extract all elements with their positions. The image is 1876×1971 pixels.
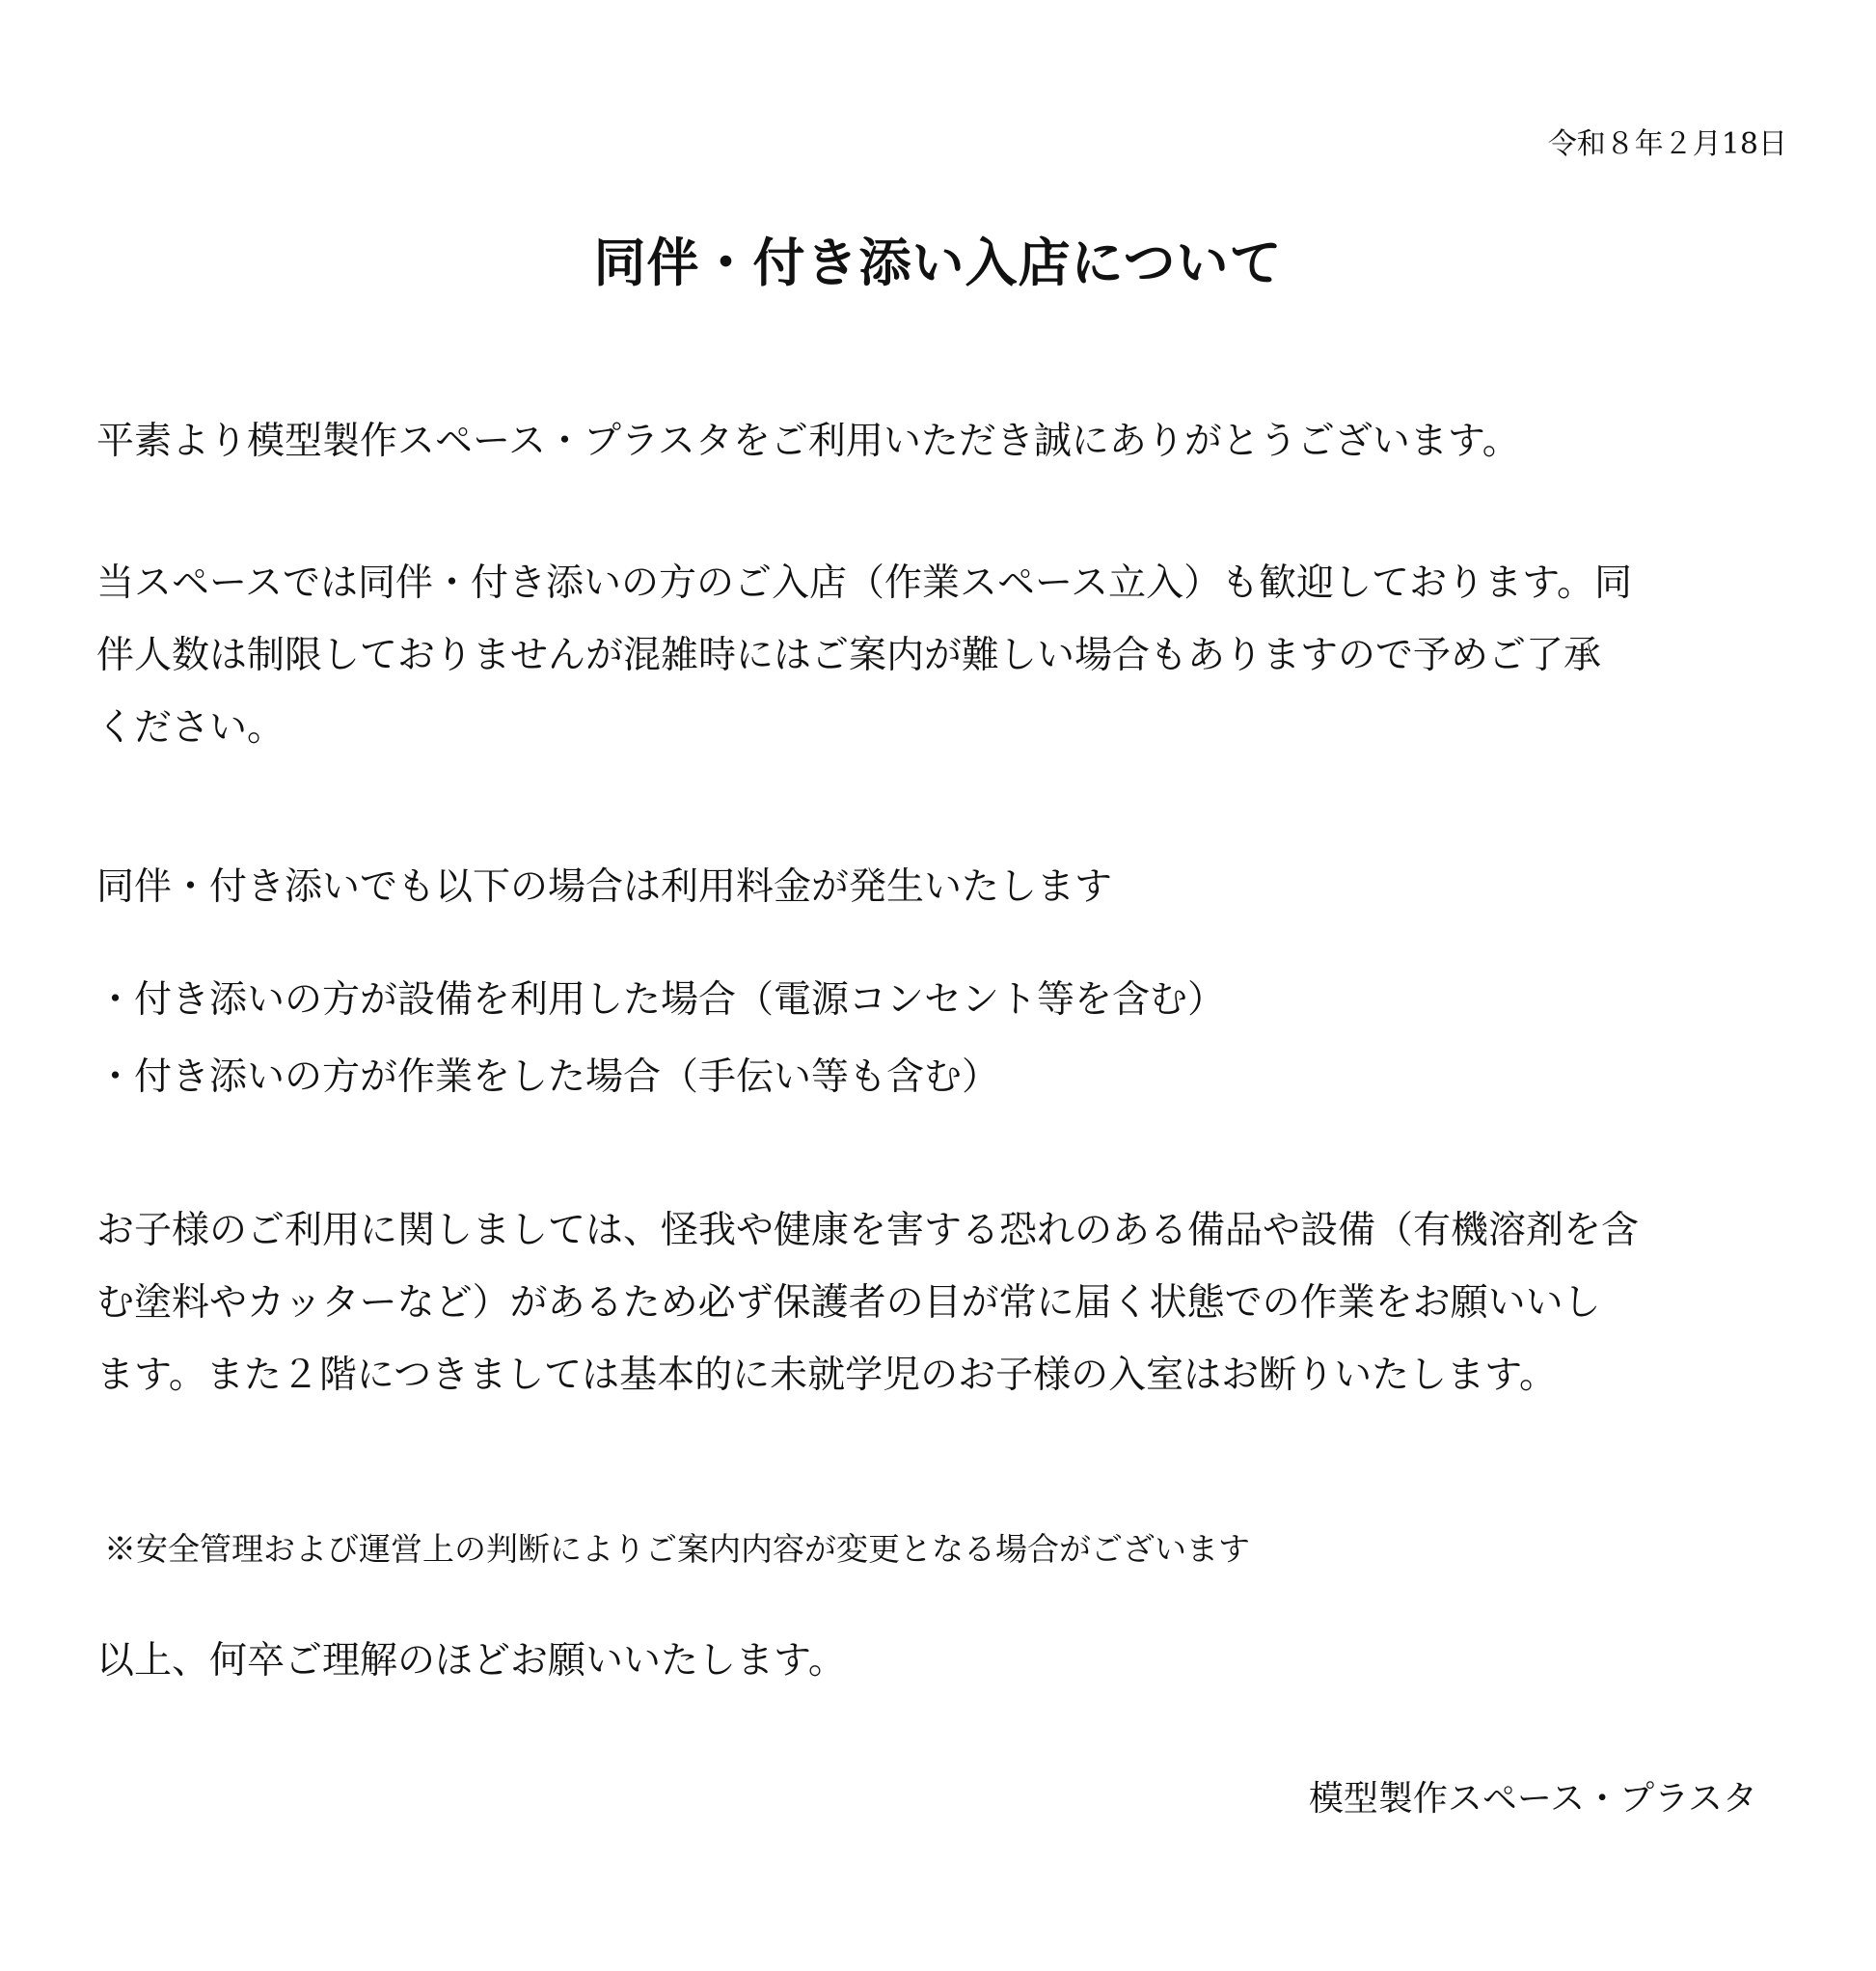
signature: 模型製作スペース・プラスタ [1308, 1779, 1757, 1819]
notice-title: 同伴・付き添い入店について [593, 232, 1283, 293]
welcome-line: ください。 [96, 706, 285, 750]
safety-note: ※安全管理および運営上の判断によりご案内内容が変更となる場合がございます [104, 1530, 1250, 1568]
closing-paragraph: 以上、何卒ご理解のほどお願いいたします。 [96, 1639, 846, 1683]
children-line: お子様のご利用に関しましては、怪我や健康を害する恐れのある備品や設備（有機溶剤を含 [96, 1209, 1640, 1252]
greeting-paragraph: 平素より模型製作スペース・プラスタをご利用いただき誠にありがとうございます。 [96, 420, 1520, 463]
charge-conditions-list [96, 962, 1225, 1116]
list-item: ・付き添いの方が作業をした場合（手伝い等も含む） [96, 1055, 1000, 1099]
welcome-line: 当スペースでは同伴・付き添いの方のご入店（作業スペース立入）も歓迎しております。同 [96, 561, 1632, 605]
charge-intro: 同伴・付き添いでも以下の場合は利用料金が発生いたします [96, 865, 1113, 909]
list-item: ・付き添いの方が設備を利用した場合（電源コンセント等を含む） [96, 978, 1226, 1022]
welcome-line: 伴人数は制限しておりませんが混雑時にはご案内が難しい場合もありますので予めご了承 [96, 634, 1602, 677]
children-paragraph [96, 1194, 1794, 1411]
children-line: ます。また２階につきましては基本的に未就学児のお子様の入室はお断りいたします。 [96, 1354, 1557, 1397]
children-line: む塗料やカッターなど）があるため必ず保護者の目が常に届く状態での作業をお願いいし [96, 1281, 1601, 1325]
notice-date: 令和８年２月18日 [1547, 127, 1787, 161]
welcome-paragraph [96, 547, 1794, 764]
